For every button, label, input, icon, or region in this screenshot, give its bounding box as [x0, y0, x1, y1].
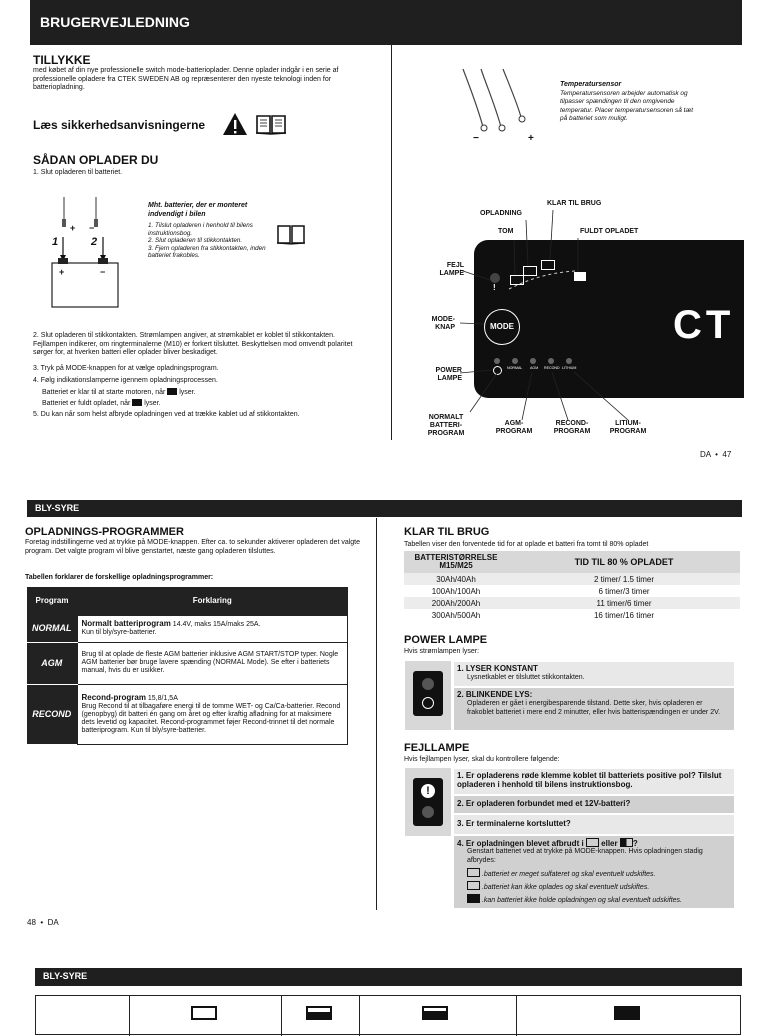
- battery-charging-icon: [467, 881, 480, 890]
- program-name-recond: RECOND: [27, 684, 77, 744]
- battery-plus-sign: +: [59, 267, 65, 277]
- warning-icon: [222, 112, 248, 136]
- program-name-normal: NORMAL: [27, 615, 77, 642]
- clamp-plus-sign: +: [70, 223, 76, 233]
- column-divider: [376, 518, 377, 910]
- label-fejl-lampe: FEJL LAMPE: [439, 262, 464, 277]
- step-5: 5. Du kan når som helst afbryde opladningen ved at trække kablet ud af stikkontakten.: [33, 411, 300, 418]
- note-item: 1. Tilslut opladeren i henhold til bilens instruktionsbog.: [148, 222, 253, 237]
- led-label-lithium: LITHIUM: [562, 366, 577, 370]
- fault-item-4-title-pre: 4. Er opladningen blevet afbrudt i: [457, 839, 584, 848]
- power-item-2-title: 2. BLINKENDE LYS:: [457, 690, 533, 699]
- page3-col-divider: [516, 996, 517, 1036]
- fault-lamp-illustration: [405, 768, 451, 836]
- power-item-2-text: Opladeren er gået i energibesparende tilstand. Dette sker, hvis opladeren er frakoblet batteriet i mere end 2 minutter, eller hvis batterispændingen er under 2V.: [467, 700, 721, 716]
- ready-intro: Tabellen viser den forventede tid for at oplade et batteri fra tomt til 80% opladet: [404, 541, 649, 548]
- step-1: 1. Slut opladeren til batteriet.: [33, 169, 123, 176]
- power-item-1-title: 1. LYSER KONSTANT: [457, 664, 538, 673]
- fault-item-4-text: Genstart batteriet ved at trykke på MODE-knappen. Hvis opladningen stadig afbrydes:: [467, 848, 703, 864]
- sensor-text: Temperatursensoren arbejder automatisk og tilpasser spændingen til den omgivende temperatur. Placer temperatursensoren så tæt på batteriet som muligt.: [560, 90, 694, 122]
- fault-item-4-sub-1-text: .batteriet er meget sulfateret og skal eventuelt udskiftes.: [481, 871, 656, 878]
- page3-header-bar: [35, 968, 742, 986]
- page1-header-bar: [30, 0, 742, 45]
- fault-led-bottom: [422, 806, 434, 818]
- programs-title: OPLADNINGS-PROGRAMMER: [25, 526, 184, 538]
- program-desc-recond-bold: Recond-program: [81, 692, 146, 702]
- congrats-text: med købet af din nye professionelle switch mode-batterioplader. Denne oplader indgår i en serie af professionelle opladere fra CTEK SWEDEN AB og repræsenterer den nyeste teknologi inden for batteriopladning.: [33, 67, 339, 91]
- battery-empty-icon: [191, 1006, 217, 1020]
- step-4-ready: [42, 388, 196, 398]
- clamp-step-1: 1: [52, 236, 59, 248]
- battery-empty-icon: [586, 838, 599, 847]
- step-4-full-pre: Batteriet er fuldt opladet, når: [42, 400, 131, 407]
- ready-table-cell: 200Ah/200Ah: [431, 598, 481, 608]
- ready-table-cell: 100Ah/100Ah: [431, 586, 481, 596]
- program-name-agm: AGM: [27, 642, 77, 684]
- battery-full-icon: [132, 399, 142, 406]
- page3-col-divider: [129, 996, 130, 1036]
- step-4-ready-post: lyser.: [179, 389, 196, 396]
- fault-item-2: [454, 796, 734, 813]
- fault-item-4-title-post: ?: [632, 839, 638, 848]
- page3-header-title: BLY-SYRE: [43, 971, 88, 981]
- power-led-top: [422, 678, 434, 690]
- power-item-1: [454, 662, 734, 686]
- program-desc-recond-rest: 15,8/1,5A: [145, 694, 178, 702]
- fault-item-2-text: 2. Er opladeren forbundet med et 12V-batteri?: [457, 799, 631, 808]
- ready-table-cell: 6 timer/3 timer: [598, 586, 650, 596]
- label-power-lampe: POWER LAMPE: [435, 367, 462, 382]
- battery-half-icon: [167, 388, 177, 395]
- clamp-step-2: 2: [91, 236, 98, 248]
- sensor-title: Temperatursensor: [560, 81, 622, 88]
- battery-connection-illustration: [48, 195, 128, 310]
- fault-item-4-title-mid: eller: [601, 839, 618, 848]
- fault-item-4-sub-2-text: .batteriet kan ikke oplades og skal eventuelt udskiftes.: [481, 884, 650, 891]
- led-label-normal: NORMAL: [507, 366, 523, 370]
- fault-lamp-title: FEJLLAMPE: [404, 742, 470, 754]
- programs-table-head-program: Program: [35, 596, 69, 605]
- page2-header-bar: [27, 500, 742, 517]
- fault-lamp-intro: Hvis fejllampen lyser, skal du kontrollere følgende:: [404, 756, 560, 763]
- diagram-leader-lines: [420, 200, 700, 420]
- label-klar-til-brug: KLAR TIL BRUG: [547, 200, 602, 207]
- fault-item-4-sub-3-text: .kan batteriet ikke holde opladningen og skal eventuelt udskiftes.: [481, 897, 682, 904]
- fault-item-1: [454, 769, 734, 794]
- sensor-minus-sign: −: [473, 133, 479, 144]
- program-desc-recond: [77, 684, 348, 744]
- page-footer-48: 48 • DA: [27, 918, 59, 927]
- ready-table-head-time: TID TIL 80 % OPLADET: [574, 557, 674, 567]
- battery-full-icon: [467, 894, 480, 903]
- congrats-title: TILLYKKE: [33, 53, 91, 67]
- note-list: [148, 222, 278, 260]
- label-fuldt-opladet: FULDT OPLADET: [580, 228, 639, 235]
- step-4-full-post: lyser.: [144, 400, 161, 407]
- power-lamp-title: POWER LAMPE: [404, 634, 488, 646]
- fault-item-4-sub-2: [467, 881, 649, 891]
- step-3: 3. Tryk på MODE-knappen for at vælge opladningsprogram.: [33, 365, 219, 372]
- fault-item-3-text: 3. Er terminalerne kortsluttet?: [457, 819, 571, 828]
- how-title: SÅDAN OPLADER DU: [33, 153, 159, 167]
- ready-table-cell: 16 timer/16 timer: [593, 610, 655, 620]
- manual-book-icon: [255, 113, 287, 135]
- fault-item-4-sub-1: [467, 868, 656, 878]
- fault-item-4-title: [457, 838, 638, 848]
- page3-col-divider: [359, 996, 360, 1036]
- programs-table-head-explanation: Forklaring: [192, 595, 232, 605]
- program-desc-normal-rest: 14.4V, maks 15A/maks 25A.: [170, 621, 261, 628]
- battery-charging-icon: [306, 1006, 332, 1020]
- fault-item-4: [454, 836, 734, 908]
- battery-charging-icon: [620, 838, 633, 847]
- ready-table-head-size: BATTERISTØRRELSE M15/M25: [414, 553, 498, 570]
- page-footer-47: DA • 47: [700, 450, 732, 459]
- label-lithium-program: LITIUM-PROGRAM: [609, 420, 647, 435]
- note-item: 3. Fjern opladeren fra stikkontakten, inden batteriet frakobles.: [148, 244, 266, 260]
- step-4-ready-pre: Batteriet er klar til at starte motoren, når: [42, 389, 166, 396]
- label-normal-program: NORMALT BATTERI-PROGRAM: [427, 414, 465, 437]
- battery-minus-sign: −: [100, 267, 106, 277]
- ready-title: KLAR TIL BRUG: [404, 526, 490, 538]
- fault-item-3: [454, 815, 734, 834]
- note-item: 2. Slut opladeren til stikkontakten.: [148, 237, 243, 245]
- power-lamp-intro: Hvis strømlampen lyser:: [404, 648, 480, 655]
- column-divider: [391, 45, 392, 440]
- program-desc-normal-line2: Kun til bly/syre-batterier.: [81, 629, 157, 636]
- fault-item-4-sub-3: [467, 894, 682, 904]
- programs-table: [27, 587, 348, 745]
- page3-col-divider: [281, 996, 282, 1036]
- label-mode-knap: MODE-KNAP: [431, 316, 455, 331]
- page2-header-title: BLY-SYRE: [35, 503, 80, 513]
- label-opladning: OPLADNING: [480, 210, 522, 217]
- clamp-minus-sign: −: [89, 223, 95, 233]
- power-item-1-text: Lysnetkablet er tilsluttet stikkontakten.: [467, 674, 585, 681]
- program-desc-normal-bold: Normalt batteriprogram: [81, 619, 171, 628]
- brand-logo: CT: [673, 303, 735, 347]
- page1-header-title: BRUGERVEJLEDNING: [40, 14, 190, 30]
- step-4: 4. Følg indikationslamperne igennem opladningsprocessen.: [33, 377, 218, 384]
- program-desc-recond-line2: Brug Recond til at tilbagaføre energi til de tomme WET- og Ca/Ca-batterier. Recond (genopbyg) dit batteri én gang om året og efter kraftig afladning for at maksimere dets levetid og kapacitet. Recond-programmet føjer Recond-trinnet til det normale batteriprogram. Kun til bly/syre-batterier.: [81, 702, 341, 734]
- battery-ready-icon: [422, 1006, 448, 1020]
- program-desc-normal: [77, 615, 348, 642]
- label-tom: TOM: [498, 228, 514, 235]
- mode-button-label: MODE: [490, 322, 514, 331]
- step-4-full: [42, 399, 161, 409]
- step-2: 2. Slut opladeren til stikkontakten. Strømlampen angiver, at strømkablet er koblet til stikkontakten. Fejllampen indikerer, om ringterminalerne (M10) er forkert tilsluttet. Beskyttelsen mod omvendt polaritet sørger for, at hverken batteri eller oplader bliver beskadiget.: [33, 332, 353, 356]
- power-item-2: [454, 688, 734, 730]
- ready-table: [404, 551, 740, 621]
- led-label-recond: RECOND: [544, 366, 560, 370]
- ready-table-cell: 30Ah/40Ah: [436, 574, 476, 584]
- label-agm-program: AGM-PROGRAM: [495, 420, 533, 435]
- programs-intro: Foretag indstillingerne ved at trykke på MODE-knappen. Efter ca. to sekunder aktiverer opladeren det valgte program. Det valgte program vil blive genstartet, næste gang opladeren tilsluttes.: [25, 539, 361, 555]
- ready-table-cell: 300Ah/500Ah: [431, 610, 481, 620]
- note-title: Mht. batterier, der er monteret indvendigt i bilen: [148, 202, 248, 218]
- ready-table-cell: 11 timer/6 timer: [596, 598, 652, 608]
- sensor-plus-sign: +: [528, 133, 534, 144]
- safety-heading: Læs sikkerhedsanvisningerne: [33, 118, 206, 132]
- ready-table-cell: 2 timer/ 1.5 timer: [593, 574, 654, 584]
- battery-empty-icon: [467, 868, 480, 877]
- power-lamp-illustration: [405, 661, 451, 730]
- fault-item-1-text: 1. Er opladerens røde klemme koblet til batteriets positive pol? Tilslut opladeren i henhold til bilens instruktionsbog.: [457, 771, 722, 789]
- programs-table-caption: Tabellen forklarer de forskellige opladningsprogrammer:: [25, 574, 214, 581]
- fault-led-icon: !: [421, 784, 435, 798]
- battery-full-icon: [614, 1006, 640, 1020]
- page3-table-frame: [35, 995, 741, 1035]
- label-recond-program: RECOND-PROGRAM: [553, 420, 591, 435]
- program-desc-agm: Brug til at oplade de fleste AGM batterier inklusive AGM START/STOP typer. Nogle AGM batterier bør bruge lavere spænding (NORMAL Mode). Se efter i batteriets manual, hvis du er usikker.: [77, 642, 348, 684]
- led-label-agm: AGM: [530, 366, 539, 370]
- manual-book-icon: [276, 223, 306, 245]
- fault-led-symbol: !: [493, 283, 496, 292]
- power-symbol-icon: [422, 697, 434, 709]
